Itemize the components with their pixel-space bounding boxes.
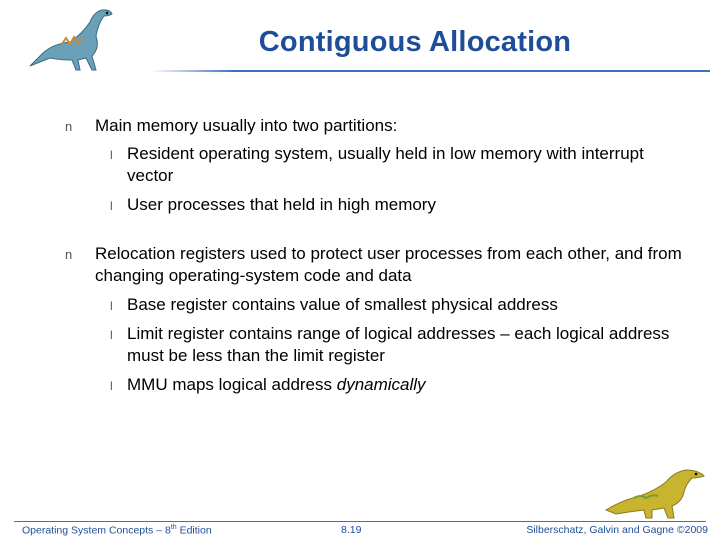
bullet-1-sub-1	[110, 143, 687, 187]
sub-bullet-marker: l	[110, 148, 113, 162]
bullet-text: Relocation registers used to protect user processes from each other, and from changing operating-system code and data	[95, 244, 682, 285]
sub-bullet-text: Base register contains value of smallest physical address	[127, 295, 558, 314]
sub-bullet-text: User processes that held in high memory	[127, 195, 436, 214]
sub-bullet-text: Limit register contains range of logical addresses – each logical address must be less than the limit register	[127, 324, 670, 365]
footer-divider	[14, 521, 706, 522]
bullet-marker: n	[65, 247, 73, 262]
bullet-2-sub-1	[110, 294, 687, 316]
bullet-1	[65, 115, 685, 137]
footer-authors: Silberschatz, Galvin and Gagne ©2009	[526, 524, 708, 536]
sub-bullet-marker: l	[110, 379, 113, 393]
dinosaur-logo-bottom-icon	[600, 460, 710, 522]
slide-title: Contiguous Allocation	[258, 26, 572, 58]
sub-bullet-text: Resident operating system, usually held in low memory with interrupt vector	[127, 144, 644, 185]
dinosaur-logo-top-icon	[22, 4, 138, 74]
bullet-2-sub-2	[110, 323, 687, 367]
bullet-1-sub-2	[110, 194, 687, 216]
footer-book-title	[22, 524, 212, 537]
sub-bullet-marker: l	[110, 299, 113, 313]
footer-book-title-suffix: Edition	[176, 524, 212, 536]
bullet-2	[65, 243, 685, 287]
sub-bullet-text: MMU maps logical address	[127, 375, 337, 394]
sub-bullet-emphasis: dynamically	[336, 375, 426, 394]
sub-bullet-marker: l	[110, 328, 113, 342]
footer-page-number: 8.19	[341, 524, 362, 536]
bullet-marker: n	[65, 119, 73, 134]
bullet-text: Main memory usually into two partitions:	[95, 116, 398, 135]
footer-book-title-text: Operating System Concepts – 8	[22, 524, 171, 536]
footer-book-title-sup: th	[170, 523, 177, 531]
title-divider	[150, 70, 710, 72]
bullet-2-sub-3	[110, 374, 687, 396]
sub-bullet-marker: l	[110, 199, 113, 213]
